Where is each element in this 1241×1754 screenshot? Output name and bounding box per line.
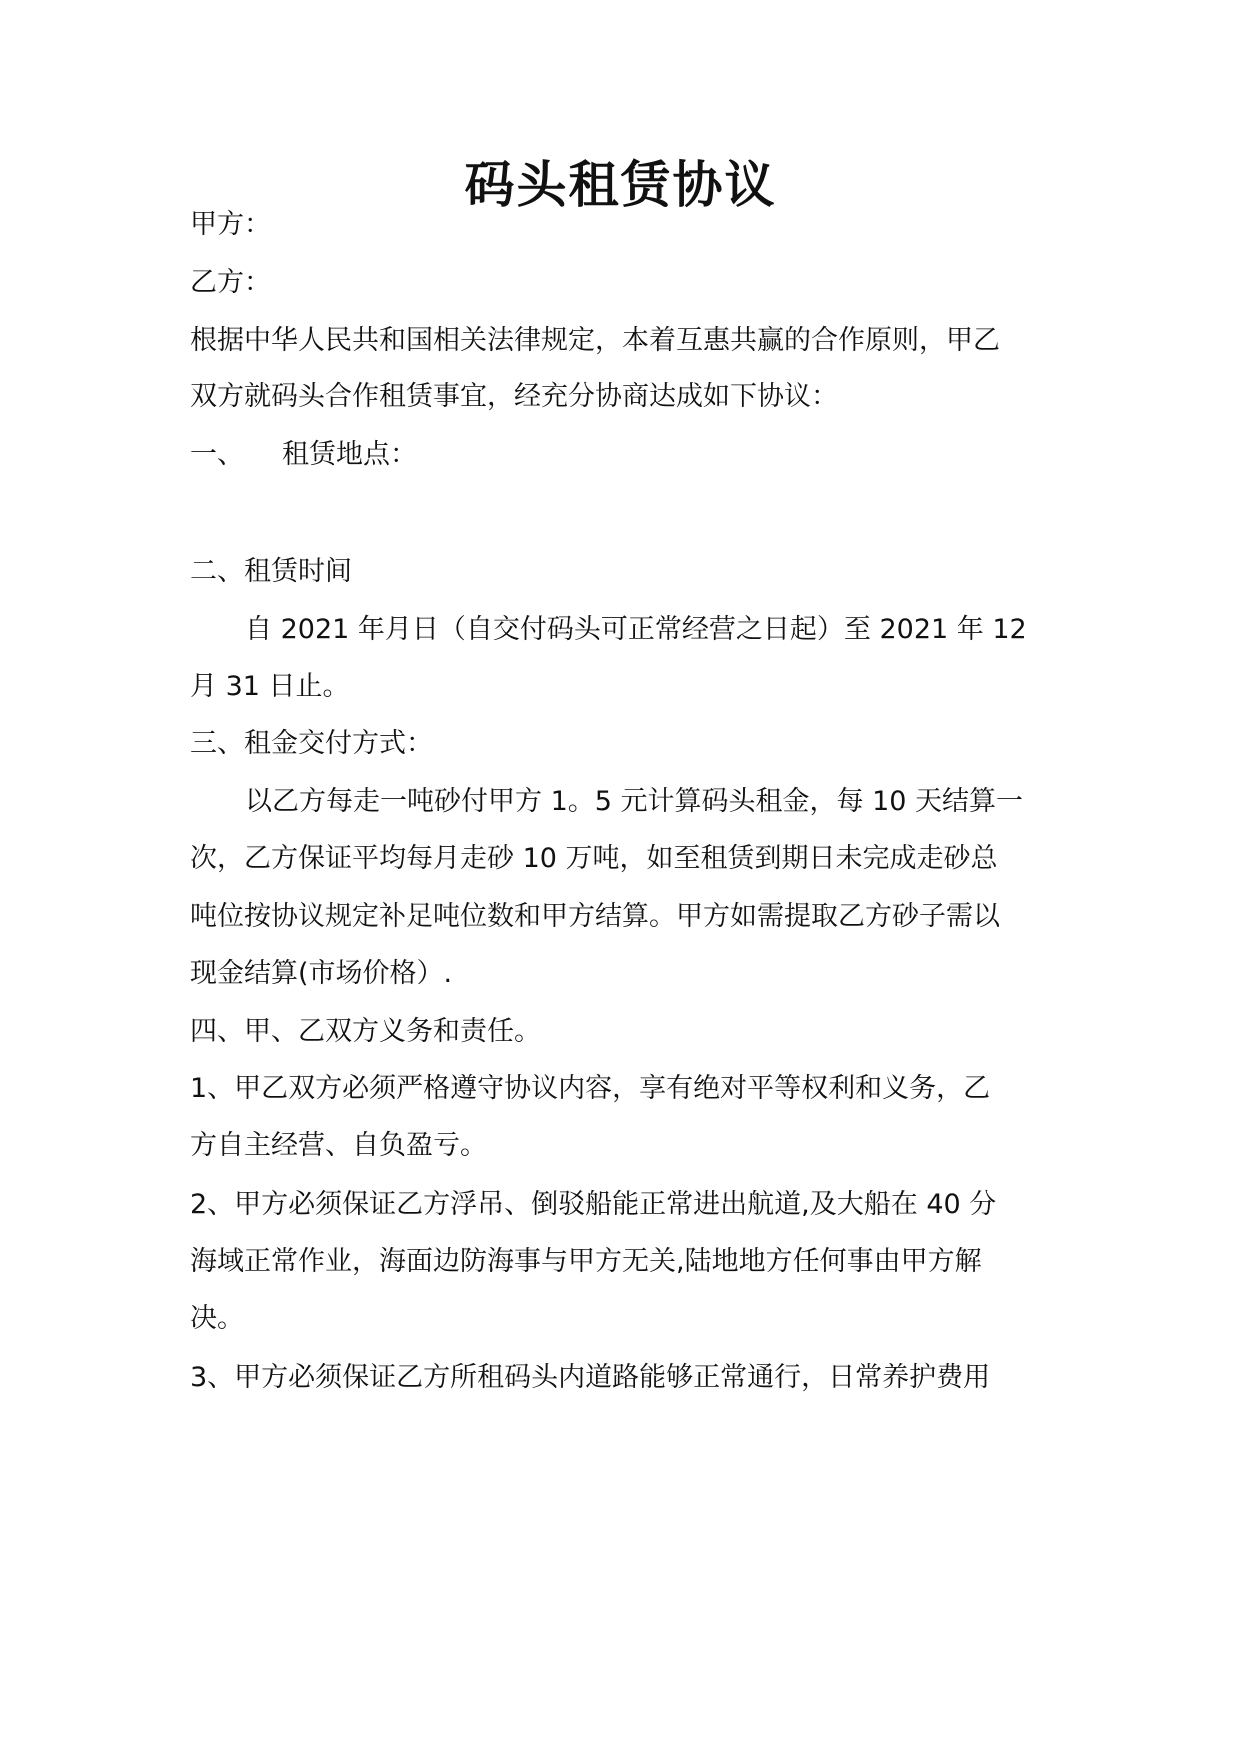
section-3-line-3: 吨位按协议规定补足吨位数和甲方结算。甲方如需提取乙方砂子需以 [190, 901, 1000, 932]
clause-2-line-2: 海域正常作业，海面边防海事与甲方无关,陆地地方任何事由甲方解 [190, 1246, 982, 1277]
section-3-heading: 三、租金交付方式： [190, 728, 433, 759]
section-2-line-1: 自 2021 年月日（自交付码头可正常经营之日起）至 2021 年 12 [245, 614, 1027, 645]
clause-1-line-2: 方自主经营、自负盈亏。 [190, 1130, 487, 1161]
clause-2-line-1: 2、甲方必须保证乙方浮吊、倒驳船能正常进出航道,及大船在 40 分 [190, 1189, 997, 1220]
document-title: 码头租赁协议 [464, 156, 777, 214]
section-3-line-1: 以乙方每走一吨砂付甲方 1。5 元计算码头租金，每 10 天结算一 [245, 786, 1024, 817]
clause-1-line-1: 1、甲乙双方必须严格遵守协议内容，享有绝对平等权利和义务，乙 [190, 1073, 991, 1104]
section-1-number: 一、 [190, 439, 244, 470]
clause-3-line-1: 3、甲方必须保证乙方所租码头内道路能够正常通行，日常养护费用 [190, 1362, 991, 1393]
preamble-line-2: 双方就码头合作租赁事宜，经充分协商达成如下协议： [190, 381, 838, 412]
section-4-heading: 四、甲、乙双方义务和责任。 [190, 1016, 541, 1047]
preamble-line-1: 根据中华人民共和国相关法律规定，本着互惠共赢的合作原则，甲乙 [190, 325, 1000, 356]
clause-2-line-3: 决。 [190, 1303, 244, 1334]
section-3-line-2: 次，乙方保证平均每月走砂 10 万吨，如至租赁到期日未完成走砂总 [190, 843, 998, 874]
section-3-line-4: 现金结算(市场价格）. [190, 958, 453, 989]
section-1-heading [190, 435, 1070, 475]
section-1-label: 租赁地点： [282, 439, 417, 470]
party-b-line: 乙方： [190, 267, 271, 298]
section-2-line-2: 月 31 日止。 [190, 671, 350, 702]
party-a-line: 甲方： [190, 209, 271, 240]
section-2-heading: 二、租赁时间 [190, 556, 352, 587]
